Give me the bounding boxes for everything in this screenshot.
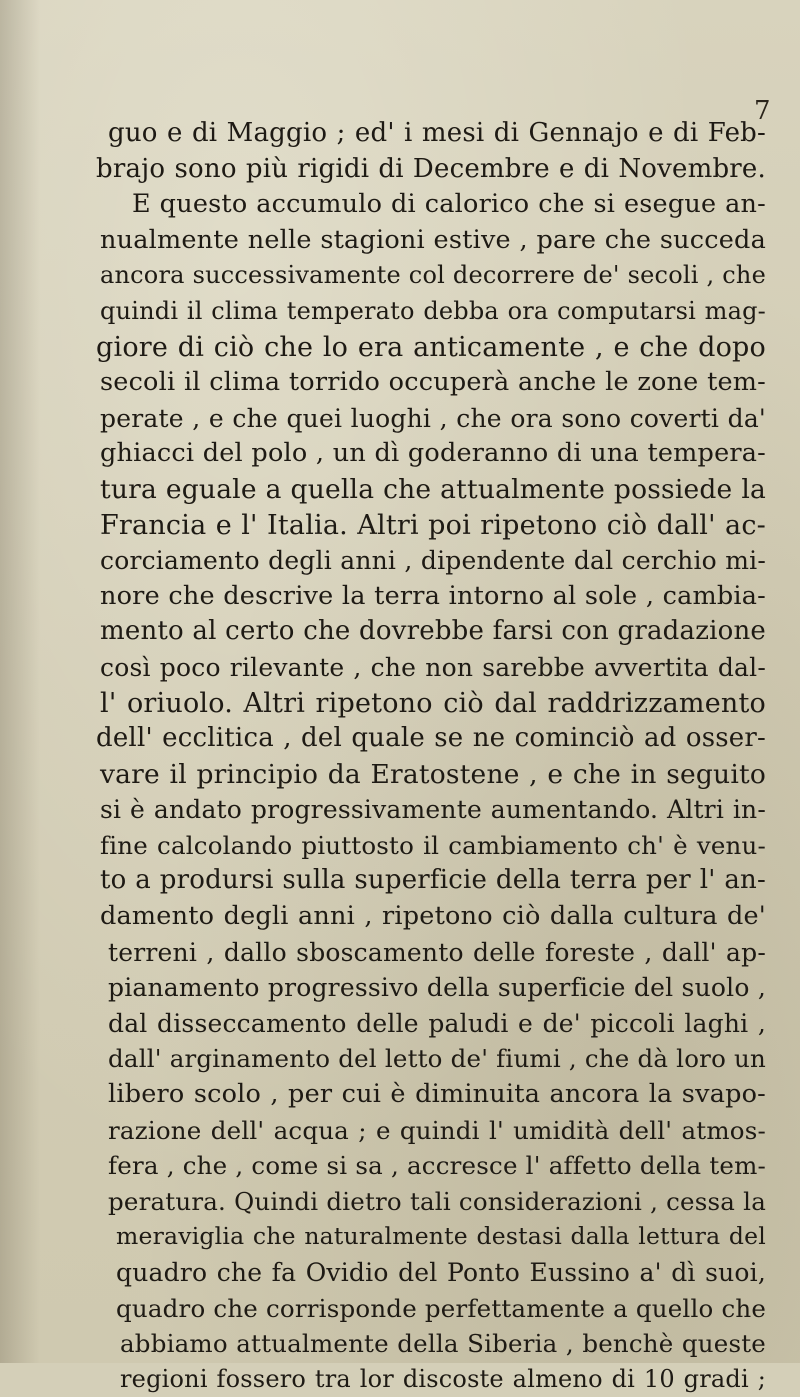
- text-line: dell' ecclitica , del quale se ne cominciò ad osser-: [96, 723, 766, 754]
- text-line: l' oriuolo. Altri ripetono ciò dal raddrizzamento: [100, 687, 766, 719]
- page-edge-shadow: [0, 0, 40, 1363]
- text-line: corciamento degli anni , dipendente dal cerchio mi-: [100, 546, 766, 576]
- text-line: si è andato progressivamente aumentando. Altri in-: [100, 795, 766, 825]
- text-line: ancora successivamente col decorrere de' secoli , che: [100, 261, 766, 290]
- text-line: quadro che corrisponde perfettamente a quello che: [116, 1293, 767, 1323]
- text-line: damento degli anni , ripetono ciò dalla cultura de': [100, 901, 766, 932]
- text-line: peratura. Quindi dietro tali considerazioni , cessa la: [108, 1186, 766, 1216]
- text-line: nore che descrive la terra intorno al sole , cambia-: [100, 580, 766, 611]
- text-line: giore di ciò che lo era anticamente , e che dopo: [96, 331, 766, 363]
- text-line: E questo accumulo di calorico che si esegue an-: [132, 189, 766, 220]
- text-line: meraviglia che naturalmente destasi dalla lettura del: [116, 1222, 766, 1251]
- text-line: libero scolo , per cui è diminuita ancora la svapo-: [108, 1079, 766, 1110]
- text-line: perate , e che quei luoghi , che ora sono coverti da': [100, 403, 766, 433]
- text-line: quadro che fa Ovidio del Ponto Eussino a' dì suoi,: [116, 1258, 766, 1287]
- text-line: regioni fossero tra lor discoste almeno di 10 gradi ;: [120, 1364, 766, 1393]
- text-line: mento al certo che dovrebbe farsi con gradazione: [100, 616, 766, 647]
- text-line: fine calcolando piuttosto il cambiamento ch' è venu-: [100, 830, 766, 860]
- text-line: dall' arginamento del letto de' fiumi , che dà loro un: [108, 1044, 766, 1074]
- text-line: Francia e l' Italia. Altri poi ripetono ciò dall' ac-: [100, 509, 766, 541]
- text-line: così poco rilevante , che non sarebbe avvertita dal-: [100, 652, 766, 682]
- text-line: dal disseccamento delle paludi e de' piccoli laghi ,: [108, 1008, 766, 1038]
- text-line: nualmente nelle stagioni estive , pare che succeda: [100, 224, 766, 255]
- body-text: [96, 116, 766, 1397]
- text-line: to a prodursi sulla superficie della terra per l' an-: [100, 865, 766, 896]
- text-line: fera , che , come si sa , accresce l' affetto della tem-: [108, 1151, 766, 1181]
- text-line: tura eguale a quella che attualmente possiede la: [100, 473, 766, 505]
- text-line: pianamento progressivo della superficie del suolo ,: [108, 973, 766, 1003]
- text-line: secoli il clima torrido occuperà anche le zone tem-: [100, 367, 766, 398]
- text-line: razione dell' acqua ; e quindi l' umidità dell' atmos-: [108, 1115, 766, 1145]
- page-number: 7: [754, 96, 771, 126]
- text-line: brajo sono più rigidi di Decembre e di Novembre.: [96, 153, 766, 184]
- text-line: quindi il clima temperato debba ora computarsi mag-: [100, 296, 766, 325]
- text-line: terreni , dallo sboscamento delle foreste , dall' ap-: [108, 937, 766, 967]
- text-line: guo e di Maggio ; ed' i mesi di Gennajo e di Feb-: [108, 118, 766, 148]
- text-line: abbiamo attualmente della Siberia , benchè queste: [120, 1329, 766, 1359]
- text-line: ghiacci del polo , un dì goderanno di una tempera-: [100, 438, 766, 469]
- text-line: vare il principio da Eratostene , e che in seguito: [100, 758, 766, 790]
